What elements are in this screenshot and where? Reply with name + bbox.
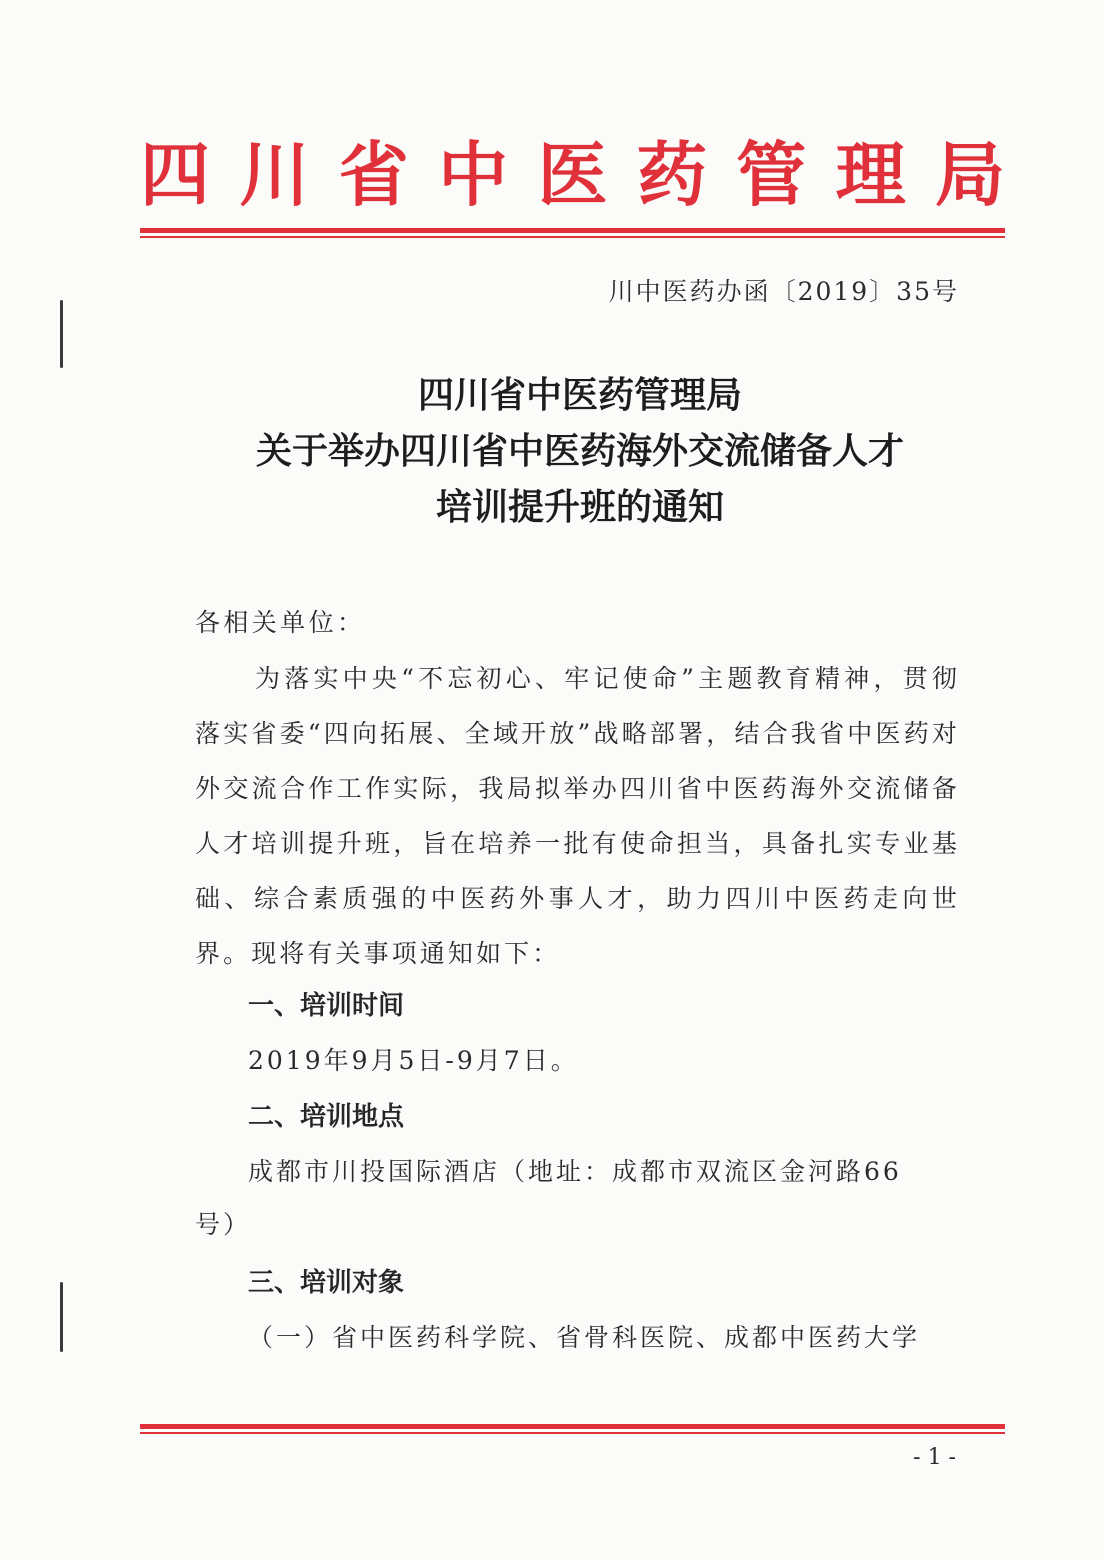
title-line-1: 四川省中医药管理局 — [417, 375, 742, 416]
header-char: 药 — [636, 134, 707, 216]
punch-hole-mark-bottom — [60, 1282, 63, 1352]
issuer-header — [140, 135, 1005, 215]
document-title — [140, 368, 1020, 536]
training-targets-text: （一）省中医药科学院、省骨科医院、成都中医药大学 — [248, 1323, 921, 1352]
section-heading-training-location: 二、培训地点 — [248, 1102, 405, 1132]
title-line-3: 培训提升班的通知 — [435, 487, 724, 528]
title-line-2: 关于举办四川省中医药海外交流储备人才 — [255, 431, 904, 472]
header-char: 中 — [438, 134, 509, 216]
header-char: 医 — [537, 134, 608, 216]
header-char: 管 — [736, 134, 807, 216]
header-char: 省 — [338, 134, 409, 216]
section-heading-training-time: 一、培训时间 — [248, 991, 405, 1021]
training-time-text: 2019年9月5日-9月7日。 — [248, 1046, 579, 1075]
punch-hole-mark-top — [60, 300, 63, 368]
document-number: 川中医药办函〔2019〕35号 — [608, 277, 959, 306]
header-char: 局 — [935, 134, 1005, 216]
section-heading-training-targets: 三、培训对象 — [248, 1268, 405, 1298]
header-red-rule — [140, 228, 1005, 238]
page-number: - 1 - — [913, 1445, 956, 1470]
training-location-text-line-2: 号） — [195, 1210, 252, 1239]
salutation: 各相关单位： — [195, 608, 366, 637]
training-location-text-line-1: 成都市川投国际酒店（地址：成都市双流区金河路66 — [248, 1157, 902, 1186]
header-char: 理 — [835, 134, 906, 216]
header-char: 川 — [239, 134, 310, 216]
intro-paragraph: 为落实中央“不忘初心、牢记使命”主题教育精神，贯彻落实省委“四向拓展、全域开放”战略部署，结合我省中医药对外交流合作工作实际，我局拟举办四川省中医药海外交流储备人才培训提升班，旨在培养一批有使命担当，具备扎实专业基础、综合素质强的中医药外事人才，助力四川中医药走向世界。现将有关事项通知如下： — [195, 664, 960, 968]
footer-red-rule — [140, 1424, 1005, 1434]
header-char: 四 — [140, 134, 210, 216]
